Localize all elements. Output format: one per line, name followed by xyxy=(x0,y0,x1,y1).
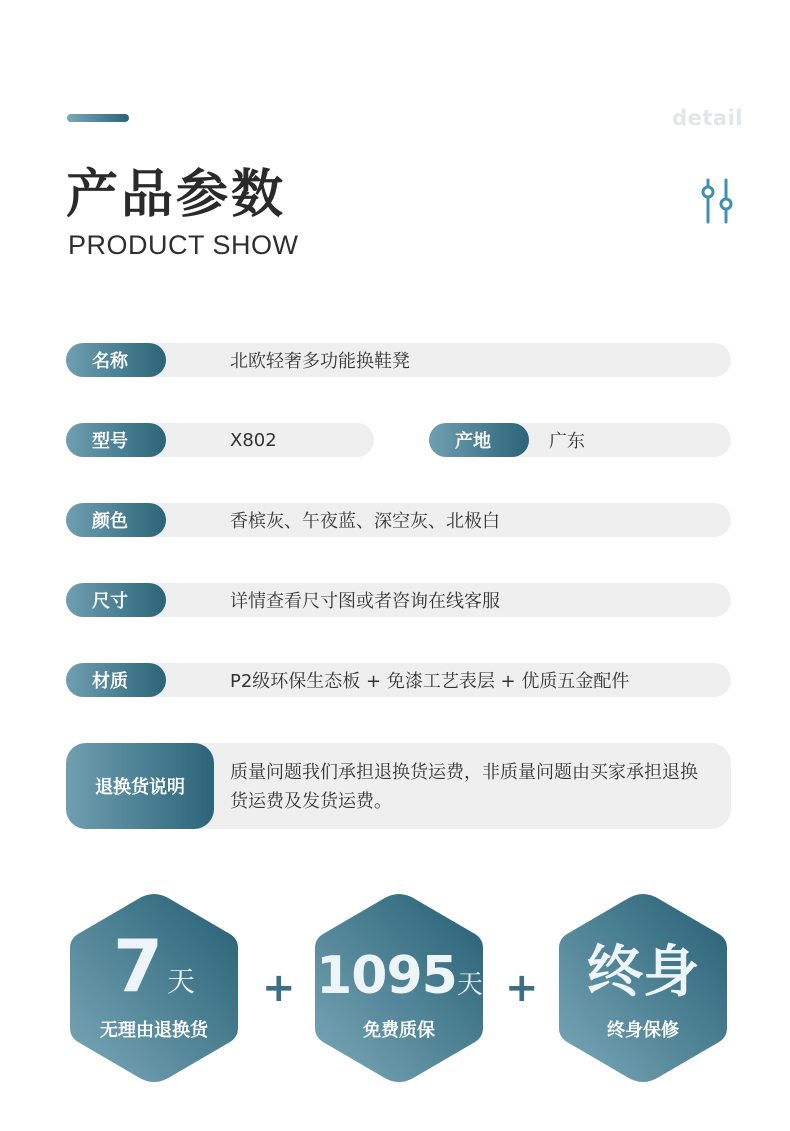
badge-value xyxy=(555,940,731,1006)
badge-number: 终身 xyxy=(587,940,699,1005)
param-label-name: 名称 xyxy=(66,343,166,377)
param-value-color: 香槟灰、午夜蓝、深空灰、北极白 xyxy=(230,511,500,532)
param-row-material xyxy=(66,663,731,697)
badge-lifetime-repair xyxy=(555,890,731,1086)
accent-bar xyxy=(67,114,129,122)
badge-unit: 天 xyxy=(167,965,196,998)
param-row-color xyxy=(66,503,731,537)
param-row-model xyxy=(66,423,374,457)
badge-value xyxy=(66,926,242,1022)
param-row-size xyxy=(66,583,731,617)
plus-sign: + xyxy=(262,965,296,1011)
param-label-return: 退换货说明 xyxy=(66,743,214,829)
param-label-origin: 产地 xyxy=(429,423,529,457)
badge-caption: 免费质保 xyxy=(363,1020,435,1041)
param-row-origin xyxy=(429,423,731,457)
badge-unit: 天 xyxy=(456,970,482,1000)
badge-caption: 无理由退换货 xyxy=(100,1020,208,1041)
param-value-return: 质量问题我们承担退换货运费，非质量问题由买家承担退换货运费及发货运费。 xyxy=(230,762,698,812)
param-row-return xyxy=(66,743,731,829)
param-value-origin: 广东 xyxy=(549,431,585,452)
page-subtitle: PRODUCT SHOW xyxy=(68,230,299,260)
badge-number: 1095 xyxy=(316,946,457,1006)
plus-sign: + xyxy=(505,965,539,1011)
badge-free-warranty xyxy=(311,890,487,1086)
badge-number: 7 xyxy=(112,924,164,1008)
param-value-material: P2级环保生态板 + 免漆工艺表层 + 优质五金配件 xyxy=(230,671,630,692)
param-label-model: 型号 xyxy=(66,423,166,457)
param-value-name: 北欧轻奢多功能换鞋凳 xyxy=(230,351,410,372)
param-label-color: 颜色 xyxy=(66,503,166,537)
badge-value xyxy=(311,946,487,1015)
param-label-material: 材质 xyxy=(66,663,166,697)
detail-label: detail xyxy=(672,106,743,130)
param-value-size: 详情查看尺寸图或者咨询在线客服 xyxy=(230,591,500,612)
param-value-model: X802 xyxy=(230,429,277,451)
param-row-name xyxy=(66,343,731,377)
badge-no-reason-return xyxy=(66,890,242,1086)
slider-settings-icon xyxy=(700,178,736,224)
page-title: 产品参数 xyxy=(66,165,287,225)
param-label-size: 尺寸 xyxy=(66,583,166,617)
badge-caption: 终身保修 xyxy=(607,1020,679,1041)
